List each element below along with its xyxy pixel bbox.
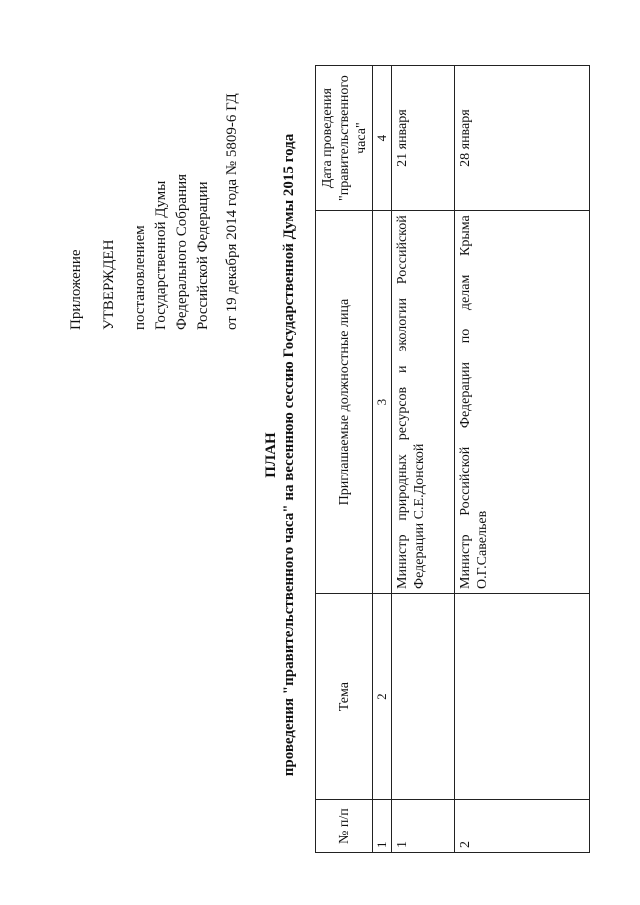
approved-label: УТВЕРЖДЕН <box>101 239 117 330</box>
row-person: Министр Российской Федерации по делам Крыма О.Г.Савельев <box>455 211 590 594</box>
approval-line: Государственной Думы <box>153 180 169 330</box>
approval-block <box>66 93 243 330</box>
appendix-label: Приложение <box>68 249 84 330</box>
column-number: 3 <box>373 211 392 594</box>
header-num: № п/п <box>316 800 373 853</box>
table-row <box>455 66 590 853</box>
title-main: ПЛАН <box>263 432 279 478</box>
document-title <box>262 55 298 855</box>
column-number: 2 <box>373 593 392 799</box>
row-number: 1 <box>392 800 455 853</box>
row-topic <box>455 593 590 799</box>
header-person: Приглашаемые должностные лица <box>316 211 373 594</box>
header-topic: Тема <box>316 593 373 799</box>
row-person: Министр природных ресурсов и экологии Российской Федерации С.Е.Донской <box>392 211 455 594</box>
approval-line: постановлением <box>132 225 148 330</box>
table-header-row <box>316 66 373 853</box>
plan-table <box>315 65 590 853</box>
column-number-row <box>373 66 392 853</box>
column-number: 1 <box>373 800 392 853</box>
row-topic <box>392 593 455 799</box>
approval-date: от 19 декабря 2014 года № 5809-6 ГД <box>224 93 240 330</box>
row-number: 2 <box>455 800 590 853</box>
header-date: Дата проведения "правительственного часа" <box>316 66 373 211</box>
column-number: 4 <box>373 66 392 211</box>
title-subtitle: проведения "правительственного часа" на весеннюю сессию Государственной Думы 2015 года <box>281 133 297 777</box>
row-date: 28 января <box>455 66 590 211</box>
row-date: 21 января <box>392 66 455 211</box>
approval-line: Федерального Собрания <box>174 173 190 330</box>
table-row <box>392 66 455 853</box>
approval-line: Российской Федерации <box>195 181 211 330</box>
